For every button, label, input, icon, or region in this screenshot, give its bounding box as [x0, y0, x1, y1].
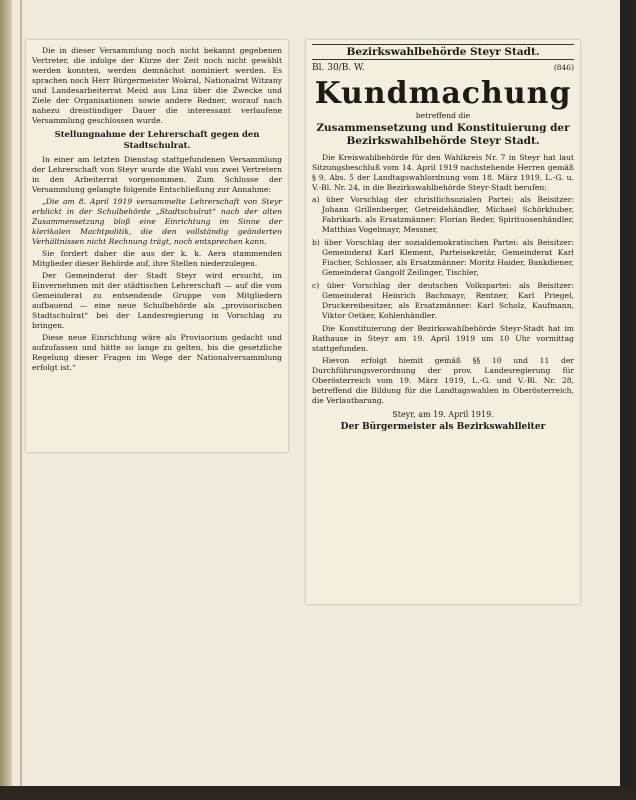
list-item: a) über Vorschlag der christlichsozialen Partei: als Beisitzer: Johann Grillenberger, Getreidehändler, Michael Schörkhuber, Fabrikarb. als Ersatzmänner: Florian Reder, Spirituosenhändler, Matthias Vogelmayr, Messner, [312, 195, 574, 234]
notice-number: (846) [553, 63, 574, 72]
list-item: b) über Vorschlag der sozialdemokratischen Partei: als Beisitzer: Gemeinderat Karl Klement, Parteisekretär, Gemeinderat Karl Fischer, Schlosser, als Ersatzmänner: Moritz Haider, Bankdiener, Gemeinderat Gangolf Zeilinger, Tischler, [312, 238, 574, 277]
notice-date: Steyr, am 19. April 1919. [392, 410, 494, 419]
page-margin-line [20, 0, 22, 800]
left-paragraph-3: Sie fordert daher die aus der k. k. Aera stammenden Mitglieder dieser Behörde auf, ihre Stellen niederzulegen. [32, 249, 282, 268]
publication-paragraph: Hievon erfolgt hiemit gemäß §§ 10 und 11 der Durchführungsverordnung der prov. Landesregierung für Oberösterreich vom 19. März 1919, L.-G. und V.-Bl. Nr. 28, betreffend die Bildung für die Landtagswahlen in Oberösterreich, die Verlautbarung. [312, 356, 574, 405]
left-paragraph-4: Der Gemeinderat der Stadt Steyr wird ersucht, im Einvernehmen mit der städtischen Lehrerschaft — auf die vom Gemeinderat zu entsendende Gruppe von Mitgliedern aufbauend — eine neue Schulbehörde als „provisorischen Stadtschulrat“ bei der Landesregierung in Vorschlag zu bringen. [32, 271, 282, 330]
left-clipping-column [32, 46, 282, 375]
page-binding-edge [0, 0, 12, 800]
left-resolution-paragraph: „Die am 8. April 1919 versammelte Lehrerschaft von Steyr erblickt in der Schulbehörde „Stadtschulrat“ nach der alten Zusammensetzung bloß eine Einrichtung im Sinne der klerikalen Machtpolitik, die den vollständig geänderten Verhältnissen nicht Rechnung trägt, noch entsprechen kann. [32, 197, 282, 246]
list-item: c) über Vorschlag der deutschen Volkspartei: als Beisitzer: Gemeinderat Heinrich Bachmayr, Rentner, Karl Priegel, Druckereibesitzer, als Ersatzmänner: Karl Scholz, Kaufmann, Viktor Oetker, Kohlenhändler. [312, 281, 574, 320]
authority-banner: Bezirkswahlbehörde Steyr Stadt. [312, 44, 574, 60]
left-intro-paragraph: Die in dieser Versammlung noch nicht bekannt gegebenen Vertreter, die infolge der Kürze der Zeit noch nicht gewählt werden konnten, werden demnächst nominiert werden. Es sprachen noch Herr Bürgermeister Wokral, Nationalrat Witzany und Landesarbeiterrat Meixl aus Linz über die Zwecke und Ziele der Organisationen sowie andere Redner, worauf nach nahezu dreistündiger Dauer die interessant verlaufene Versammlung geschlossen wurde. [32, 46, 282, 125]
notice-title: Kundmachung [314, 76, 572, 111]
reference-number: Bl. 30/B. W. [312, 63, 365, 73]
left-newspaper-clipping [26, 40, 288, 452]
notice-subtitle: Zusammensetzung und Konstituierung der Bezirkswahlbehörde Steyr Stadt. [316, 122, 570, 147]
notice-signature: Der Bürgermeister als Bezirkswahlleiter [340, 422, 546, 432]
right-newspaper-clipping [306, 40, 580, 604]
notice-intro: Die Kreiswahlbehörde für den Wahlkreis Nr. 7 in Steyr hat laut Sitzungsbeschluß vom 14. April 1919 nachstehende Herren gemäß § 9, Abs. 5 der Landtagswahlordnung vom 18. März 1919, L.-G. u. V.-Bl. Nr. 24, in die Bezirkswahlbehörde Steyr-Stadt berufen: [312, 153, 574, 192]
page-right-shadow [620, 0, 636, 800]
right-clipping-column [312, 44, 574, 432]
notice-subtitle-small: betreffend die [415, 111, 471, 120]
left-article-heading: Stellungnahme der Lehrerschaft gegen den Stadtschulrat. [54, 129, 260, 150]
reference-row [312, 63, 574, 73]
left-paragraph-1: In einer am letzten Dienstag stattgefundenen Versammlung der Lehrerschaft von Steyr wurde die Wahl von zwei Vertretern in den Arbeiterrat vorgenommen. Zum Schlusse der Versammlung gelangte folgende Entschließung zur Annahme: [32, 155, 282, 194]
left-paragraph-5: Diese neue Einrichtung wäre als Provisorium gedacht und aufzufassen und hätte so lange zu gelten, bis die gesetzliche Regelung dieser Fragen im Wege der Nationalversammlung erfolgt ist.“ [32, 333, 282, 372]
page-bottom-shadow [0, 786, 636, 800]
constitution-paragraph: Die Konstituierung der Bezirkswahlbehörde Steyr-Stadt hat im Rathause in Steyr am 19. April 1919 um 10 Uhr vormittag stattgefunden. [312, 324, 574, 353]
